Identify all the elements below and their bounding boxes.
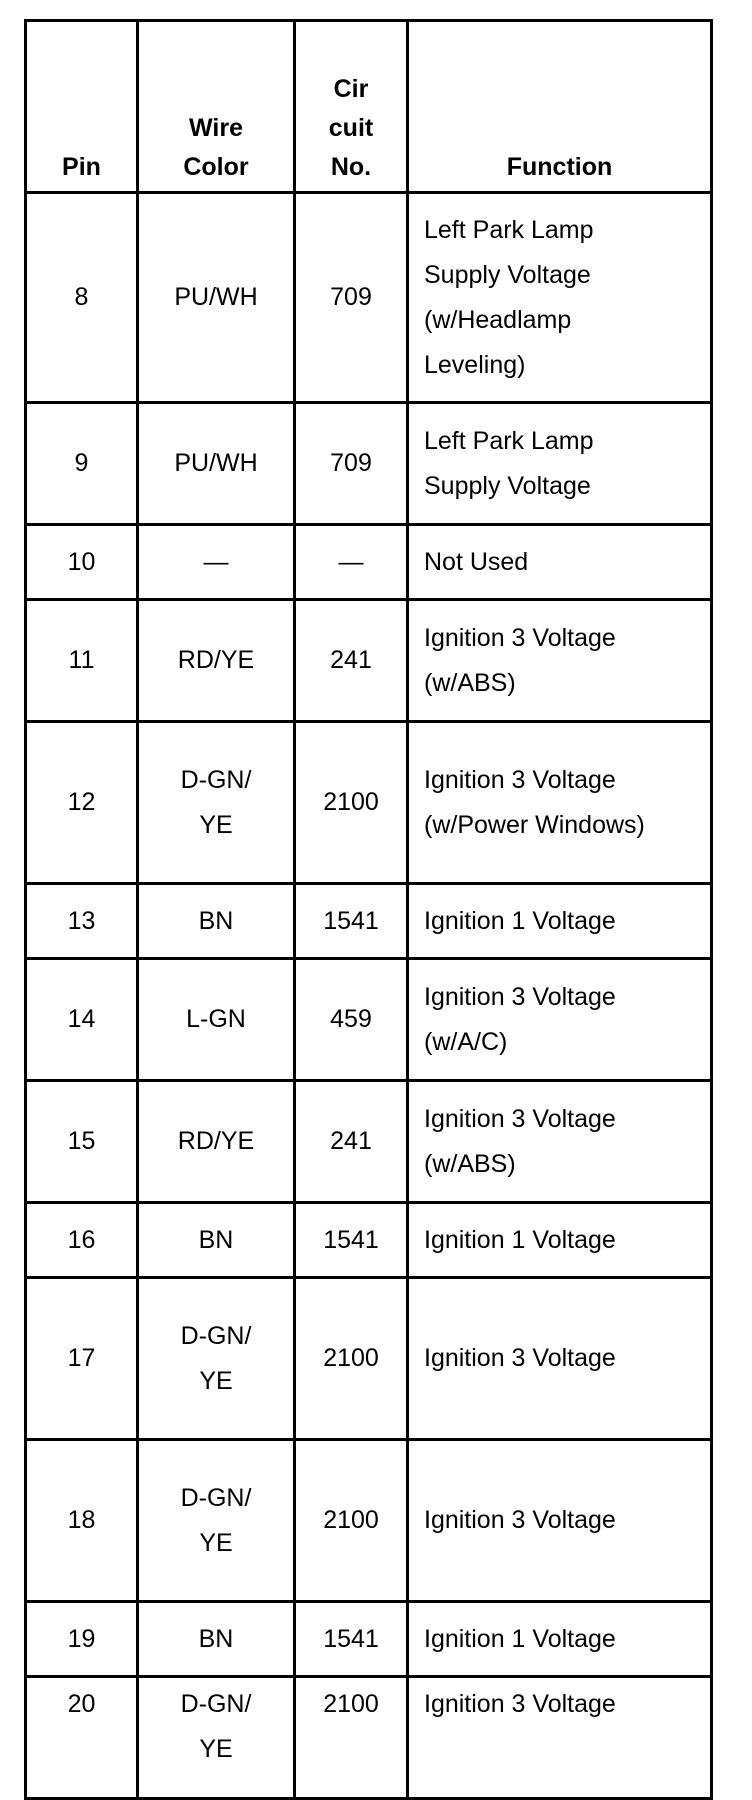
- circuit-cell: 459: [295, 959, 408, 1081]
- table-row: [26, 1440, 712, 1602]
- pin-cell: 12: [26, 722, 138, 884]
- wire-color-cell: RD/YE: [138, 600, 295, 722]
- function-cell: Ignition 3 Voltage: [408, 1440, 712, 1602]
- table-row: [26, 959, 712, 1081]
- wire-color-cell: BN: [138, 884, 295, 959]
- function-cell: Ignition 1 Voltage: [408, 884, 712, 959]
- pin-cell: 10: [26, 525, 138, 600]
- header-wire-color: Wire Color: [138, 21, 295, 193]
- pin-cell: 16: [26, 1203, 138, 1278]
- circuit-cell: 1541: [295, 1602, 408, 1677]
- pin-cell: 8: [26, 193, 138, 403]
- circuit-cell: 2100: [295, 1440, 408, 1602]
- function-cell: Ignition 1 Voltage: [408, 1203, 712, 1278]
- wire-color-cell: L-GN: [138, 959, 295, 1081]
- wire-color-cell: D-GN/ YE: [138, 1278, 295, 1440]
- table-row: [26, 1081, 712, 1203]
- table-row: [26, 525, 712, 600]
- pin-cell: 11: [26, 600, 138, 722]
- wire-color-cell: —: [138, 525, 295, 600]
- table-body: [26, 193, 712, 1799]
- circuit-cell: 709: [295, 193, 408, 403]
- pin-cell: 17: [26, 1278, 138, 1440]
- circuit-cell: 2100: [295, 722, 408, 884]
- header-function: Function: [408, 21, 712, 193]
- header-pin: Pin: [26, 21, 138, 193]
- table-row: [26, 600, 712, 722]
- pin-cell: 19: [26, 1602, 138, 1677]
- table-row: [26, 722, 712, 884]
- header-circuit-no: Cir cuit No.: [295, 21, 408, 193]
- wire-color-cell: PU/WH: [138, 193, 295, 403]
- pin-cell: 9: [26, 403, 138, 525]
- function-cell: Left Park Lamp Supply Voltage: [408, 403, 712, 525]
- wire-color-cell: BN: [138, 1203, 295, 1278]
- table-row: [26, 1677, 712, 1799]
- wire-color-cell: PU/WH: [138, 403, 295, 525]
- function-cell: Ignition 3 Voltage (w/A/C): [408, 959, 712, 1081]
- function-cell: Ignition 3 Voltage (w/ABS): [408, 1081, 712, 1203]
- wire-color-cell: D-GN/ YE: [138, 1440, 295, 1602]
- connector-pinout-table: [24, 19, 713, 1800]
- table-row: [26, 1203, 712, 1278]
- circuit-cell: 1541: [295, 1203, 408, 1278]
- pin-cell: 13: [26, 884, 138, 959]
- circuit-cell: 709: [295, 403, 408, 525]
- table-row: [26, 1278, 712, 1440]
- circuit-cell: 2100: [295, 1278, 408, 1440]
- table-row: [26, 403, 712, 525]
- wire-color-cell: BN: [138, 1602, 295, 1677]
- table-row: [26, 193, 712, 403]
- function-cell: Ignition 3 Voltage (w/ABS): [408, 600, 712, 722]
- table-header-row: [26, 21, 712, 193]
- function-cell: Ignition 1 Voltage: [408, 1602, 712, 1677]
- circuit-cell: 2100: [295, 1677, 408, 1799]
- table-row: [26, 884, 712, 959]
- function-cell: Ignition 3 Voltage: [408, 1278, 712, 1440]
- circuit-cell: 241: [295, 1081, 408, 1203]
- pin-cell: 18: [26, 1440, 138, 1602]
- wire-color-cell: RD/YE: [138, 1081, 295, 1203]
- function-cell: Left Park Lamp Supply Voltage (w/Headlamp Leveling): [408, 193, 712, 403]
- connector-pinout-table-container: [24, 19, 710, 1800]
- circuit-cell: 1541: [295, 884, 408, 959]
- function-cell: Ignition 3 Voltage: [408, 1677, 712, 1799]
- wire-color-cell: D-GN/ YE: [138, 722, 295, 884]
- function-cell: Ignition 3 Voltage (w/Power Windows): [408, 722, 712, 884]
- function-cell: Not Used: [408, 525, 712, 600]
- circuit-cell: 241: [295, 600, 408, 722]
- table-row: [26, 1602, 712, 1677]
- pin-cell: 14: [26, 959, 138, 1081]
- circuit-cell: —: [295, 525, 408, 600]
- pin-cell: 20: [26, 1677, 138, 1799]
- wire-color-cell: D-GN/ YE: [138, 1677, 295, 1799]
- pin-cell: 15: [26, 1081, 138, 1203]
